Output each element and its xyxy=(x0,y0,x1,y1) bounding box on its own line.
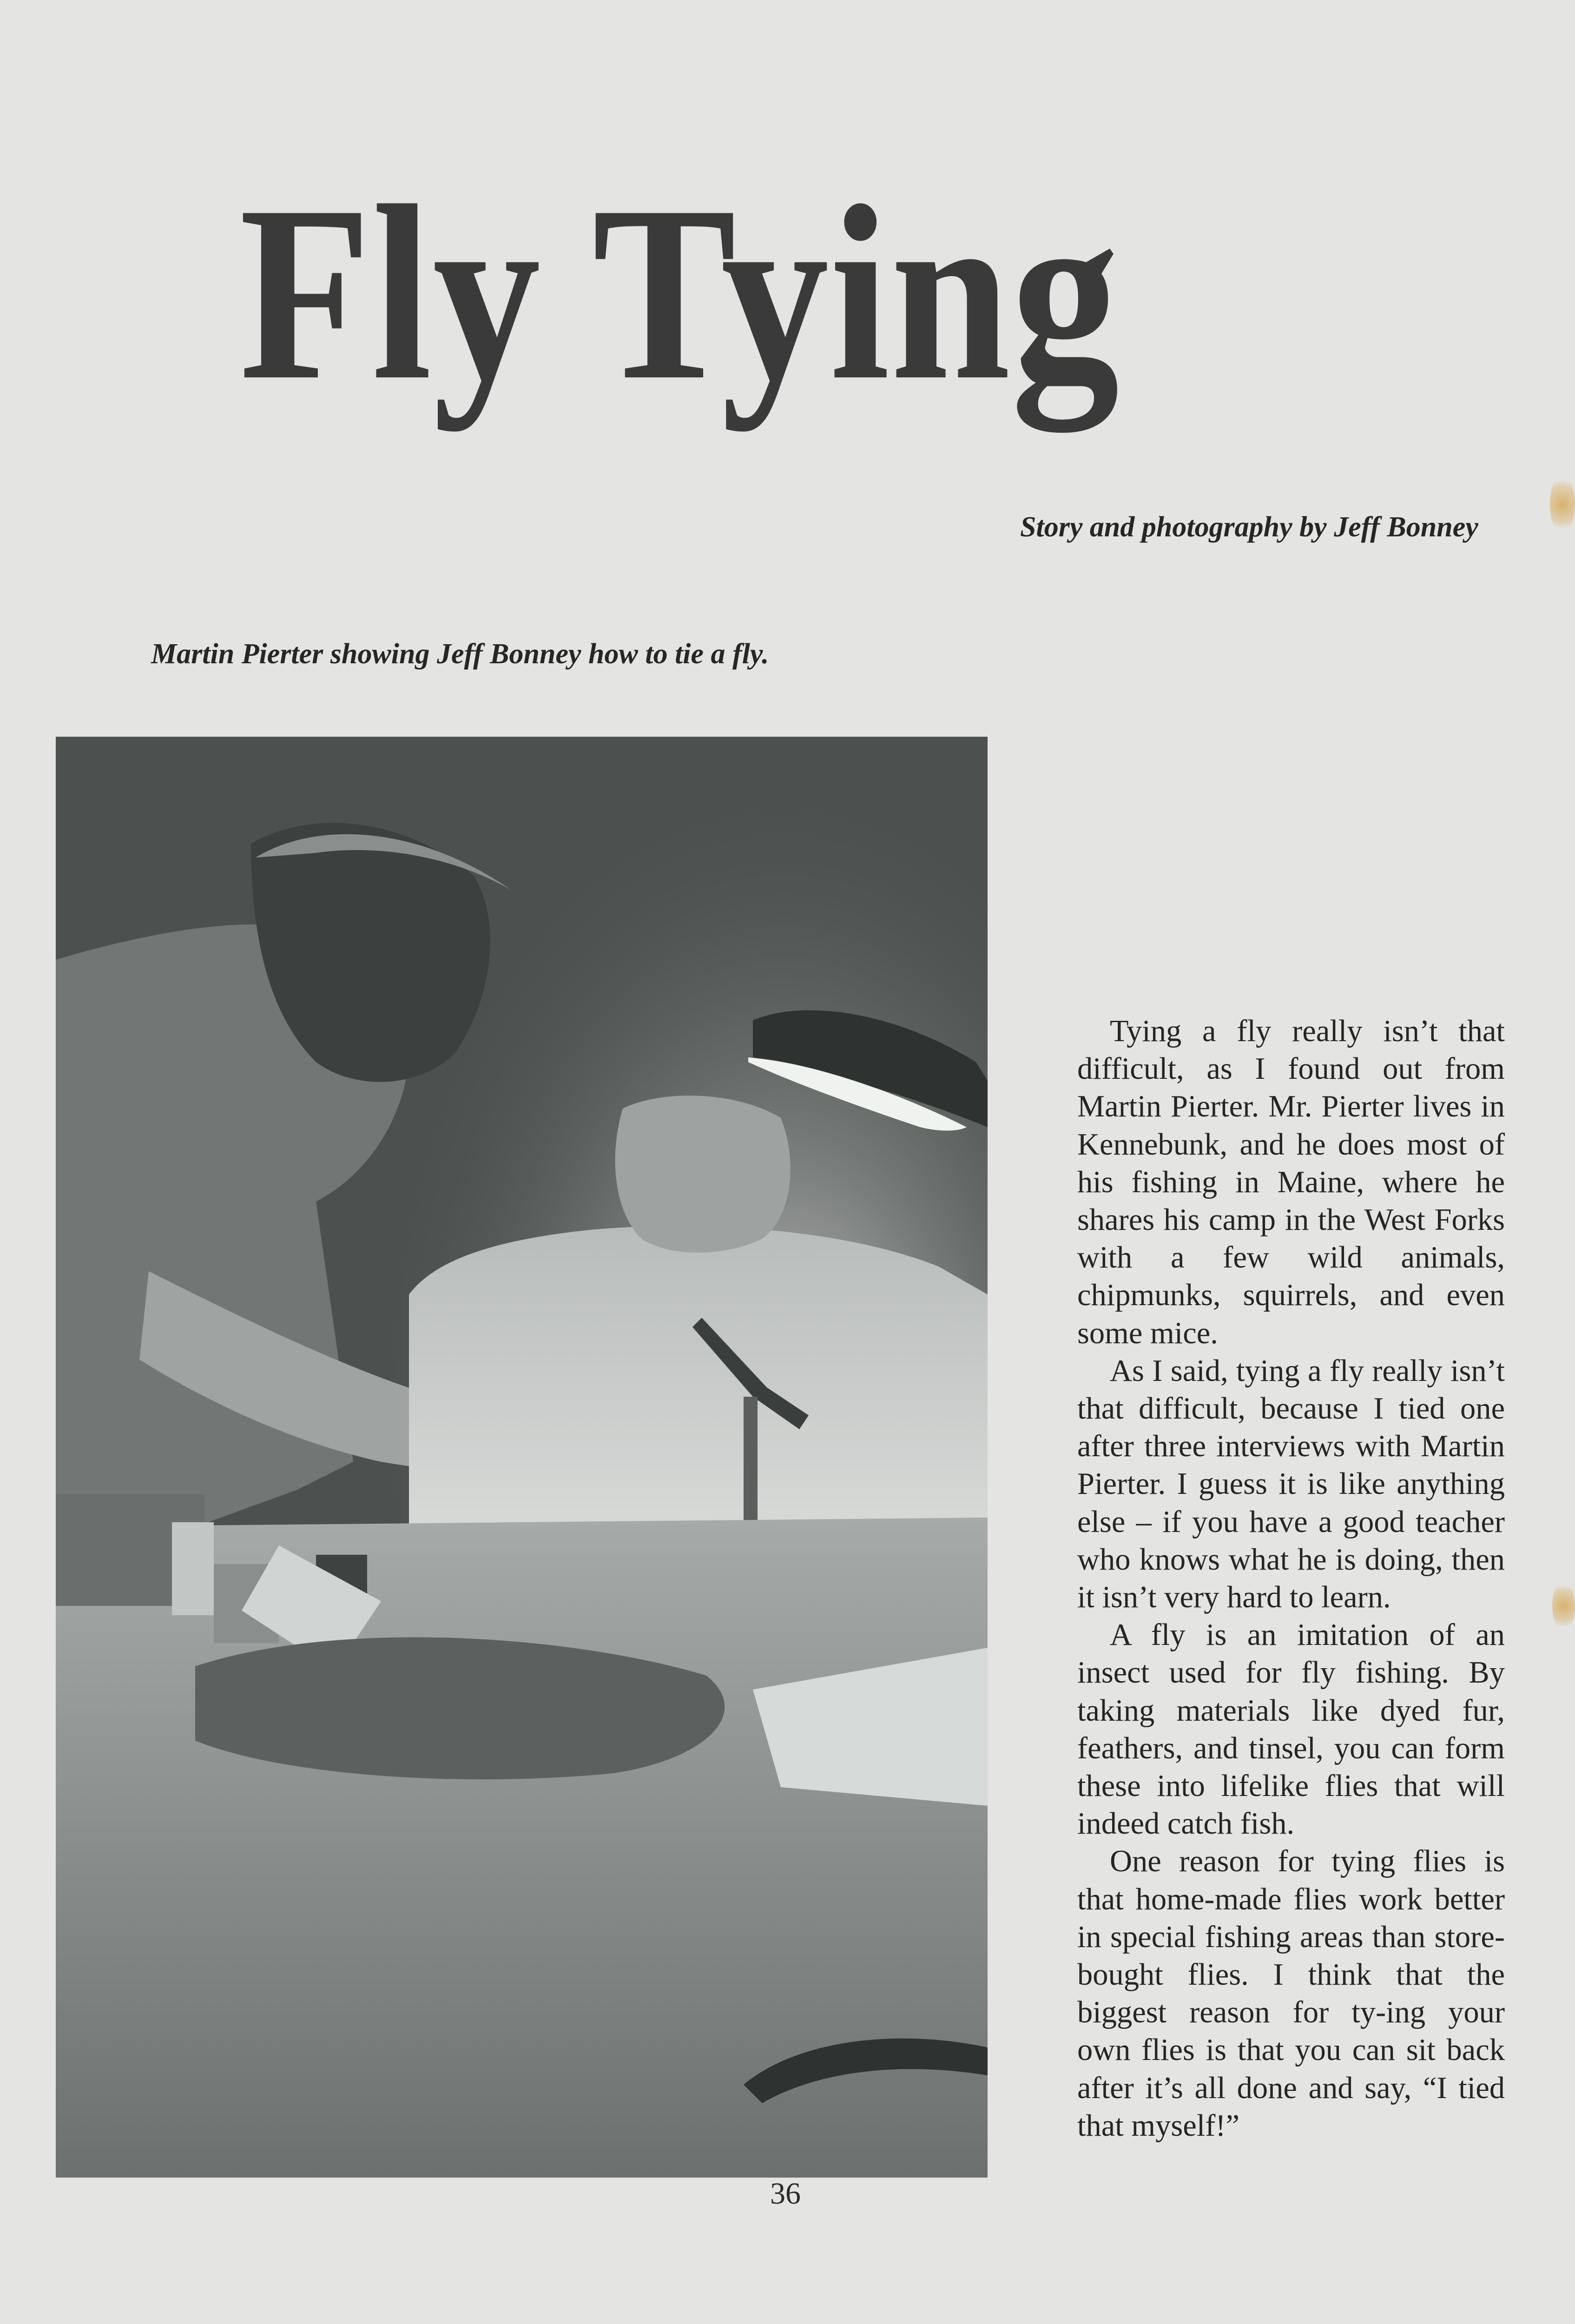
paragraph: One reason for tying flies is that home-made flies work better in special fishing areas than store-bought flies. I think that the biggest reason for ty-ing your own flies is that you can sit back after it’s all done and say, “I tied that myself!” xyxy=(1077,1844,1505,2143)
paper-stain xyxy=(1552,1580,1575,1631)
table xyxy=(56,1518,988,2178)
boy-shirt xyxy=(409,1226,988,1536)
paper-stain xyxy=(1550,474,1575,535)
bottle xyxy=(172,1522,214,1615)
paragraph: As I said, tying a fly really isn’t that difficult, because I tied one after three interviews with Martin Pierter. I guess it is like anything else – if you have a good teacher who knows what he is doing, then it isn’t very hard to learn. xyxy=(1077,1353,1505,1615)
photo-illustration xyxy=(56,737,988,2178)
boy-face xyxy=(615,1096,791,1253)
photo-caption: Martin Pierter showing Jeff Bonney how to tie a fly. xyxy=(151,638,769,670)
article-title: Fly Tying xyxy=(239,154,1120,432)
byline: Story and photography by Jeff Bonney xyxy=(1020,511,1478,543)
page-number: 36 xyxy=(770,2177,801,2211)
paragraph: Tying a fly really isn’t that difficult, as I found out from Martin Pierter. Mr. Pierter lives in Kennebunk, and he does most of his fishing in Maine, where he shares his camp in the West Forks with a few wild animals, chipmunks, squirrels, and even some mice. xyxy=(1077,1014,1505,1350)
article-body xyxy=(1077,1012,1505,2145)
article-photo xyxy=(56,737,988,2178)
paragraph: A fly is an imitation of an insect used for fly fishing. By taking materials like dyed fur, feathers, and tinsel, you can form these into lifelike flies that will indeed catch fish. xyxy=(1077,1618,1505,1841)
